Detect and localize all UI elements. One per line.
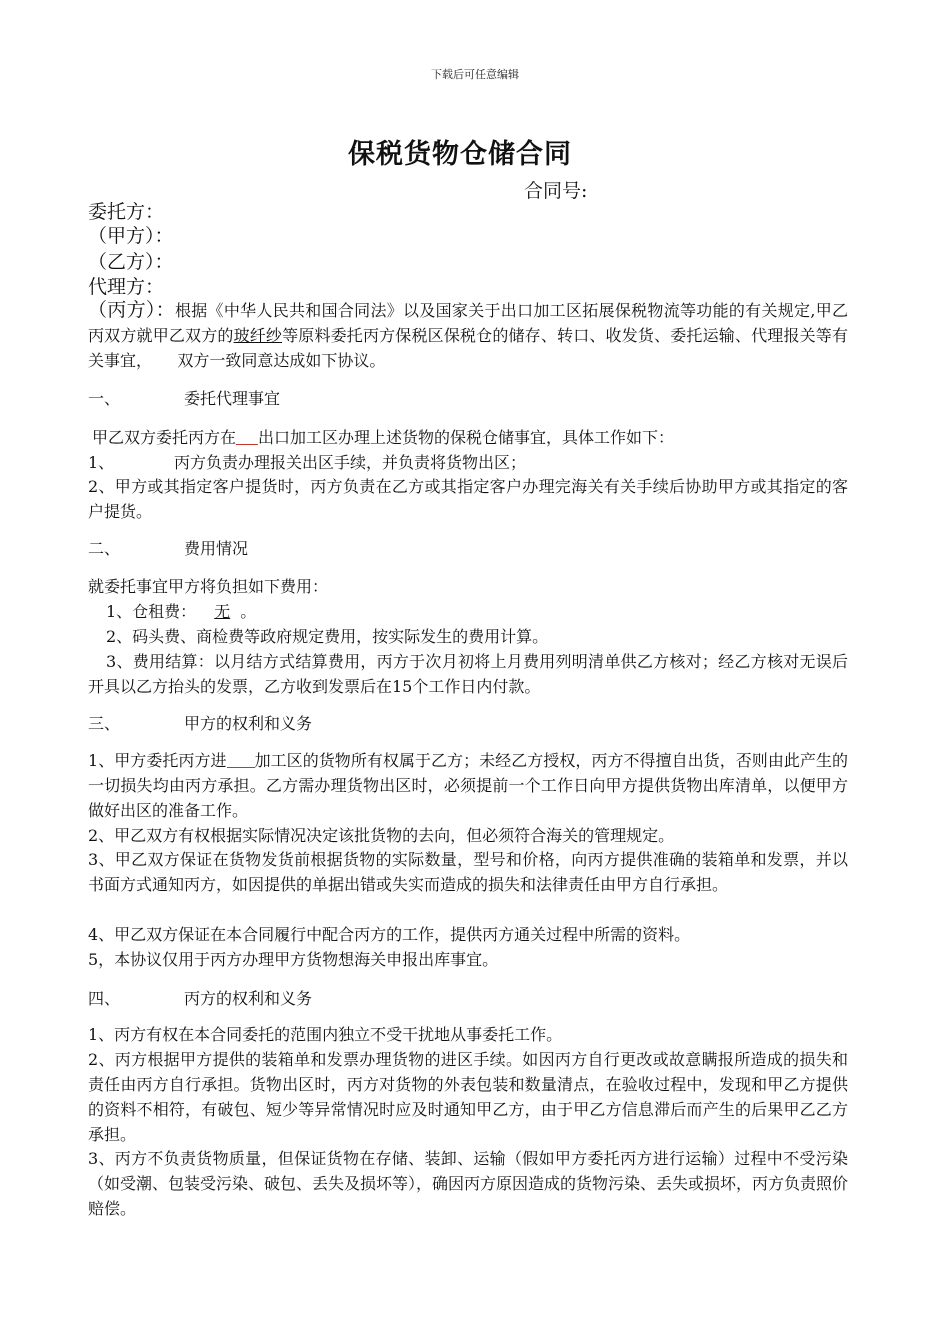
section-number: 二、 — [88, 539, 121, 558]
party-c-label: （丙方）： — [88, 299, 175, 321]
s4-item-1: 1、丙方有权在本合同委托的范围内独立不受干扰地从事委托工作。 — [88, 1025, 563, 1044]
s2-item-1 — [106, 599, 256, 624]
s1-lead-a: 甲乙双方委托丙方在 — [92, 428, 237, 447]
s1-lead — [92, 425, 674, 450]
section-title: 委托代理事宜 — [184, 389, 281, 408]
contract-number-label: 合同号: — [524, 180, 588, 202]
section-heading-4 — [88, 986, 312, 1011]
section-heading-3 — [88, 711, 312, 736]
section-number: 三、 — [88, 714, 121, 733]
section-number: 一、 — [88, 389, 121, 408]
s1-item-2: 2、甲方或其指定客户提货时，丙方负责在乙方或其指定客户办理完海关有关手续后协助甲方或其指定的客户提货。 — [88, 477, 848, 521]
agent-label: 代理方： — [88, 276, 165, 298]
intro-text-1: 根据《中华人民共和国合同法》以及国家关于出口加工区拓展保税物流等功能的有关规定,甲乙丙双方就甲乙双方的 — [88, 301, 848, 345]
section-title: 甲方的权利和义务 — [184, 714, 313, 733]
zone-blank — [227, 751, 255, 768]
party-b-label: （乙方）： — [88, 251, 174, 273]
s3-item-1 — [88, 748, 848, 823]
s2-item-1-label: 1、仓租费： — [106, 602, 197, 621]
section-title: 丙方的权利和义务 — [184, 989, 313, 1008]
s2-item-2: 2、码头费、商检费等政府规定费用，按实际发生的费用计算。 — [106, 627, 549, 646]
section-heading-1 — [88, 386, 280, 411]
section-heading-2 — [88, 536, 248, 561]
s1-item-1 — [88, 450, 526, 475]
s2-lead: 就委托事宜甲方将负担如下费用： — [88, 577, 329, 596]
s3-item-3: 3、甲乙双方保证在货物发货前根据货物的实际数量，型号和价格，向丙方提供准确的装箱单和发票，并以书面方式通知丙方，如因提供的单据出错或失实而造成的损失和法律责任由甲方自行承担。 — [88, 850, 848, 894]
s1-lead-b: 出口加工区办理上述货物的保税仓储事宜，具体工作如下： — [258, 428, 675, 447]
location-blank — [236, 428, 258, 445]
s3-item-1-a: 1、甲方委托丙方进 — [88, 751, 227, 770]
party-a-label: （甲方）： — [88, 225, 174, 247]
s3-item-5: 5，本协议仅用于丙方办理甲方货物想海关申报出库事宜。 — [88, 950, 499, 969]
s1-item-1-num: 1、 — [88, 453, 115, 472]
s2-item-3: 3、费用结算：以月结方式结算费用，丙方于次月初将上月费用列明清单供乙方核对；经乙方核对无误后开具以乙方抬头的发票，乙方收到发票后在15个工作日内付款。 — [88, 652, 848, 696]
storage-fee-value: 无 — [214, 602, 231, 621]
s1-item-1-text: 丙方负责办理报关出区手续，并负责将货物出区； — [174, 453, 527, 472]
header-note: 下载后可任意编辑 — [431, 68, 519, 81]
s3-item-1-b: 加工区的货物所有权属于乙方；未经乙方授权，丙方不得擅自出货，否则由此产生的一切损失均由丙方承担。乙方需办理货物出区时，必须提前一个工作日向甲方提供货物出库清单，以便甲方做好出区的准备工作。 — [88, 751, 848, 820]
section-title: 费用情况 — [184, 539, 249, 558]
intro-paragraph — [88, 298, 848, 373]
goods-name: 玻纤纱 — [233, 326, 283, 345]
s3-item-4: 4、甲乙双方保证在本合同履行中配合丙方的工作，提供丙方通关过程中所需的资料。 — [88, 925, 691, 944]
document-title: 保税货物仓储合同 — [348, 139, 572, 170]
s4-item-2: 2、丙方根据甲方提供的装箱单和发票办理货物的进区手续。如因丙方自行更改或故意瞒报所造成的损失和责任由丙方自行承担。货物出区时，丙方对货物的外表包装和数量清点，在验收过程中，发现和甲乙方提供的资料不相符，有破包、短少等异常情况时应及时通知甲乙方，由于甲乙方信息滞后而产生的后果甲乙乙方承担。 — [88, 1050, 848, 1144]
s2-item-1-end: 。 — [240, 602, 257, 621]
s3-item-2: 2、甲乙双方有权根据实际情况决定该批货物的去向，但必须符合海关的管理规定。 — [88, 826, 675, 845]
s4-item-3: 3、丙方不负责货物质量，但保证货物在存储、装卸、运输（假如甲方委托丙方进行运输）过程中不受污染（如受潮、包装受污染、破包、丢失及损坏等），确因丙方原因造成的货物污染、丢失或损坏，丙方负责照价赔偿。 — [88, 1149, 849, 1218]
section-number: 四、 — [88, 989, 121, 1008]
intro-text-2: 等原料委托丙方保税区保税仓的储存、转口、收发货、委托运输、代理报关等有关事宜， 双方一致同意达成如下协议。 — [88, 326, 848, 370]
client-label: 委托方： — [88, 201, 165, 223]
